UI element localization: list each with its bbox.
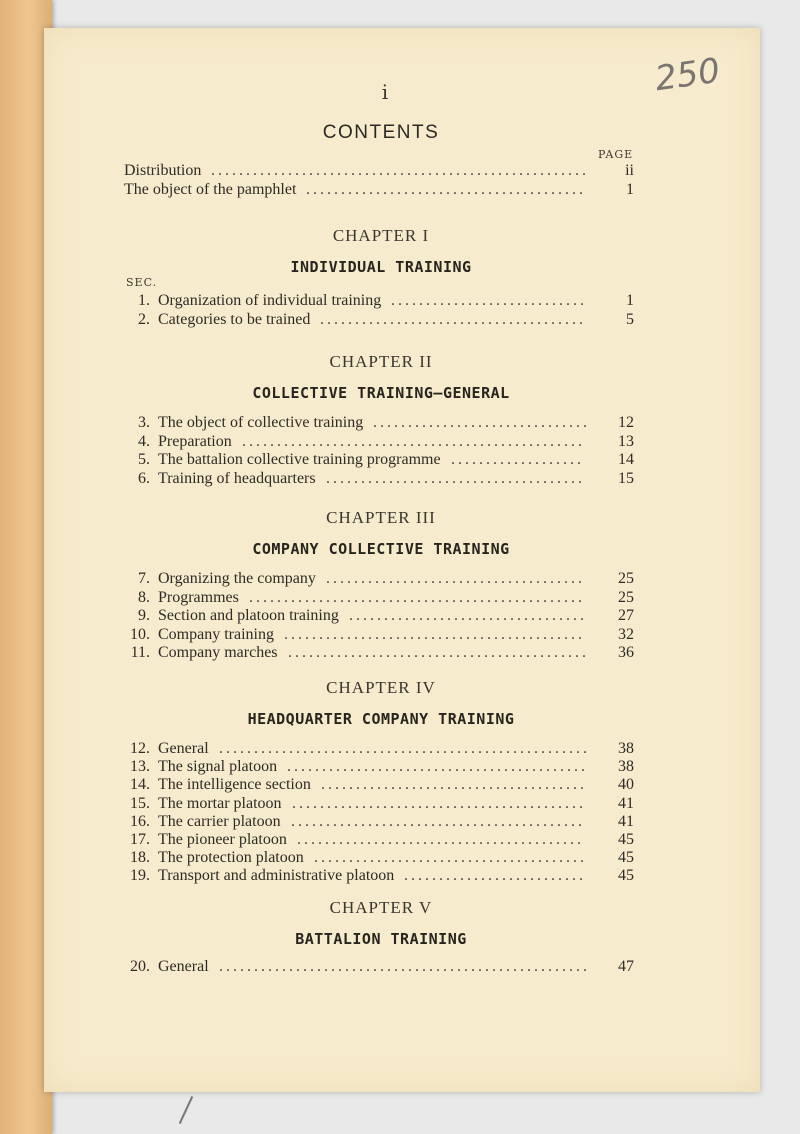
dot-leader: .....................................: [326, 469, 585, 487]
dot-leader: ..........................: [404, 867, 586, 885]
entry-page: 13: [618, 432, 634, 450]
dot-leader: ......................................................: [211, 162, 589, 179]
section-number: 7.: [138, 570, 150, 587]
dot-leader: ........................................: [306, 181, 586, 198]
entry-page: 14: [618, 451, 634, 468]
chapter-heading: CHAPTER I: [332, 226, 430, 245]
entry-title: Organization of individual training: [158, 292, 382, 309]
section-number: 10.: [130, 625, 150, 643]
entry-title: The intelligence section: [158, 776, 311, 794]
entry-page: 36: [618, 644, 634, 661]
section-number: 16.: [130, 812, 150, 830]
dot-leader: ..................................: [349, 607, 587, 624]
entry-page: 45: [618, 849, 634, 867]
section-number: 19.: [130, 867, 150, 885]
dot-leader: ......................................: [320, 310, 586, 328]
entry-page: 25: [618, 570, 634, 587]
entry-title: The battalion collective training programme: [158, 451, 441, 468]
entry-title: Categories to be trained: [158, 310, 311, 328]
chapter-heading: CHAPTER II: [329, 352, 433, 371]
dot-leader: ...........................................: [284, 625, 585, 643]
entry-page: 1: [626, 181, 634, 198]
pencil-mark: [179, 1096, 193, 1124]
entry-title: The pioneer platoon: [158, 831, 287, 848]
page-column-label: PAGE: [598, 148, 634, 161]
entry-title: Company training: [158, 625, 274, 643]
chapter-title: INDIVIDUAL TRAINING: [290, 258, 472, 276]
handwritten-annotation: 250: [652, 50, 723, 100]
section-number: 6.: [138, 469, 150, 487]
dot-leader: ...........................................: [287, 758, 588, 776]
section-number: 5.: [138, 451, 150, 468]
entry-page: 45: [618, 867, 634, 885]
entry-title: The object of collective training: [158, 414, 364, 431]
section-number: 14.: [130, 776, 150, 794]
entry-title: Company marches: [158, 644, 278, 661]
contents-title: CONTENTS: [322, 122, 440, 143]
entry-page: 32: [618, 625, 634, 643]
section-column-label: SEC.: [126, 276, 158, 289]
dot-leader: .......................................: [314, 849, 587, 867]
entry-title: Organizing the company: [158, 570, 316, 587]
entry-title: The object of the pamphlet: [124, 181, 297, 198]
section-number: 18.: [130, 849, 150, 867]
dot-leader: .........................................: [297, 831, 584, 848]
entry-page: ii: [625, 162, 634, 179]
dot-leader: ..........................................: [291, 812, 585, 830]
page-number: i: [381, 80, 389, 104]
entry-title: The mortar platoon: [158, 794, 282, 812]
section-number: 2.: [138, 310, 150, 328]
entry-page: 41: [618, 794, 634, 812]
dot-leader: ...........................................: [288, 644, 589, 661]
chapter-heading: CHAPTER V: [329, 898, 433, 917]
chapter-title: HEADQUARTER COMPANY TRAINING: [247, 710, 515, 728]
section-number: 17.: [130, 831, 150, 848]
entry-title: General: [158, 740, 209, 757]
dot-leader: ...............................: [373, 414, 590, 431]
entry-title: Transport and administrative platoon: [158, 867, 395, 885]
entry-page: 45: [618, 831, 634, 848]
section-number: 1.: [138, 292, 150, 309]
entry-page: 40: [618, 776, 634, 794]
entry-page: 25: [618, 588, 634, 606]
entry-title: Preparation: [158, 432, 232, 450]
dot-leader: ............................: [391, 292, 587, 309]
entry-page: 47: [618, 958, 634, 975]
section-number: 20.: [130, 958, 150, 975]
section-number: 11.: [130, 644, 150, 661]
dot-leader: ..........................................: [292, 794, 586, 812]
entry-title: The protection platoon: [158, 849, 304, 867]
dot-leader: ......................................: [321, 776, 587, 794]
chapter-title: BATTALION TRAINING: [295, 930, 467, 948]
entry-title: The signal platoon: [158, 758, 278, 776]
entry-page: 5: [626, 310, 634, 328]
dot-leader: .....................................: [326, 570, 585, 587]
entry-page: 1: [626, 292, 634, 309]
entry-title: Training of headquarters: [158, 469, 316, 487]
section-number: 15.: [130, 794, 150, 812]
entry-title: General: [158, 958, 209, 975]
entry-title: Section and platoon training: [158, 607, 339, 624]
entry-page: 38: [618, 740, 634, 757]
entry-page: 27: [618, 607, 634, 624]
section-number: 9.: [138, 607, 150, 624]
dot-leader: ................................................: [249, 588, 585, 606]
dot-leader: ...................: [451, 451, 584, 468]
dot-leader: .................................................: [242, 432, 585, 450]
dot-leader: .....................................................: [219, 958, 590, 975]
chapter-heading: CHAPTER III: [326, 508, 436, 527]
section-number: 3.: [138, 414, 150, 431]
section-number: 13.: [130, 758, 150, 776]
dot-leader: .....................................................: [219, 740, 590, 757]
chapter-title: COMPANY COLLECTIVE TRAINING: [252, 540, 510, 558]
entry-page: 38: [618, 758, 634, 776]
chapter-heading: CHAPTER IV: [326, 678, 436, 697]
entry-page: 41: [618, 812, 634, 830]
chapter-title: COLLECTIVE TRAINING—GENERAL: [252, 384, 510, 402]
entry-title: Distribution: [124, 162, 202, 179]
entry-title: The carrier platoon: [158, 812, 281, 830]
entry-page: 15: [618, 469, 634, 487]
section-number: 12.: [130, 740, 150, 757]
entry-title: Programmes: [158, 588, 239, 606]
section-number: 4.: [138, 432, 150, 450]
section-number: 8.: [138, 588, 150, 606]
entry-page: 12: [618, 414, 634, 431]
